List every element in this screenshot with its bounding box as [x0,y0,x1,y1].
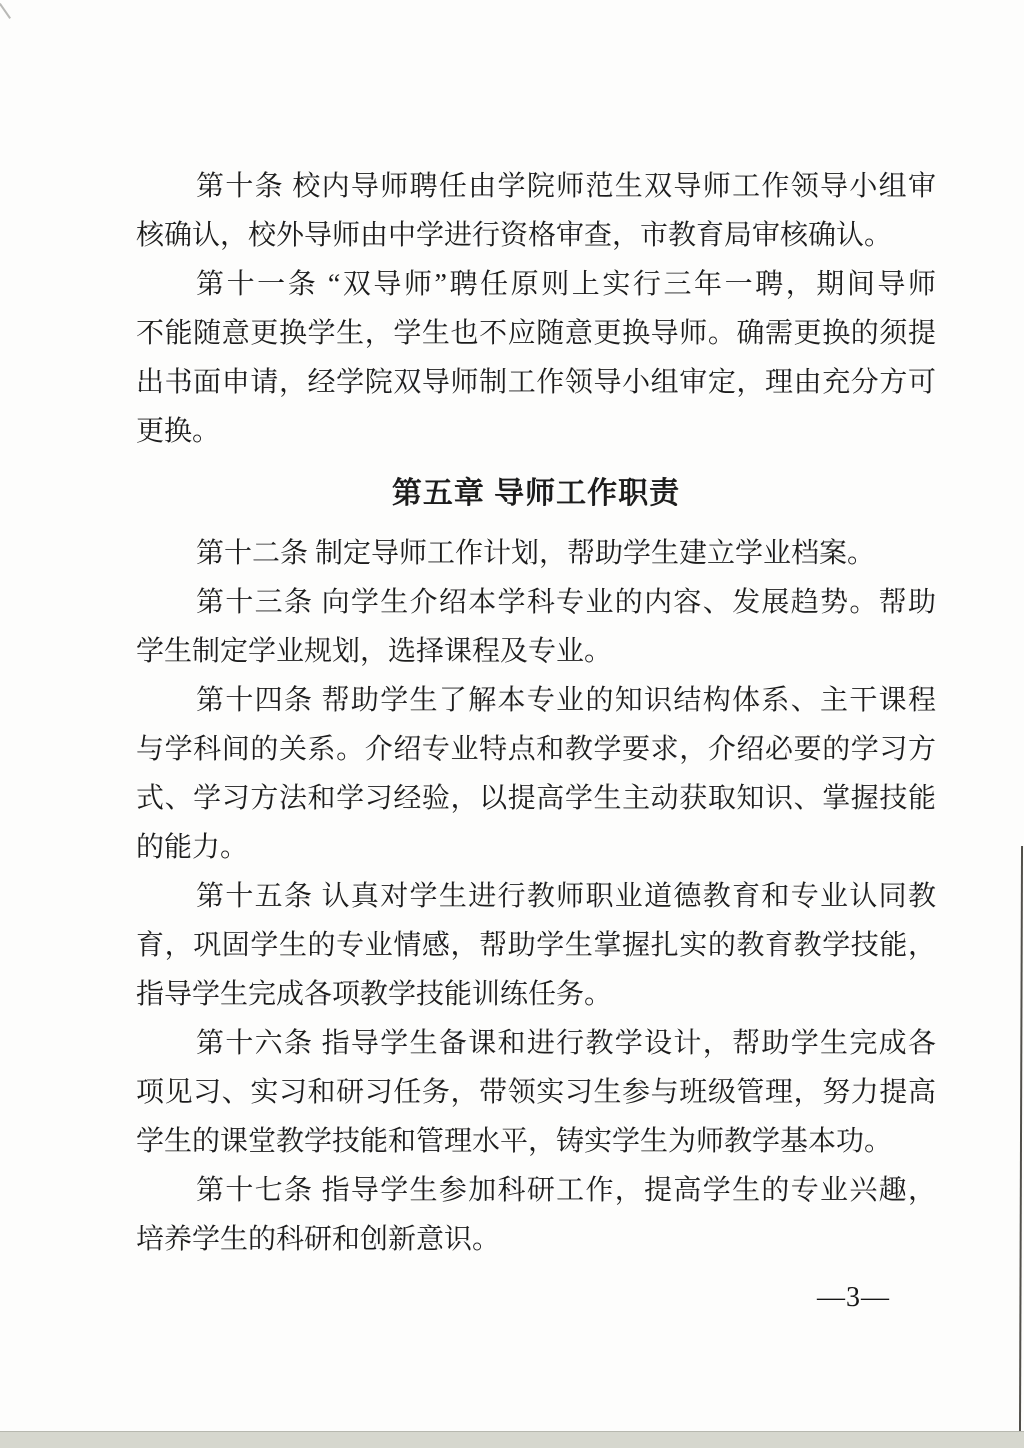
paragraph-article-11 [136,260,936,456]
text-line: 核确认，校外导师由中学进行资格审查，市教育局审核确认。 [136,220,893,251]
paragraph-article-13 [136,578,936,676]
chapter-heading: 第五章 导师工作职责 [391,477,681,510]
text-line: 出书面申请，经学院双导师制工作领导小组审定，理由充分方可 [136,367,936,398]
text-line: 第十五条 认真对学生进行教师职业道德教育和专业认同教 [196,881,936,912]
text-line: 的能力。 [136,832,249,863]
text-line: 第十一条 “双导师”聘任原则上实行三年一聘，期间导师 [196,269,936,300]
text-line: 项见习、实习和研习任务，带领实习生参与班级管理，努力提高 [136,1077,936,1108]
text-line: 学生的课堂教学技能和管理水平，铸实学生为师教学基本功。 [136,1126,893,1157]
paragraph-article-17 [136,1166,936,1264]
text-line: 第十七条 指导学生参加科研工作，提高学生的专业兴趣， [196,1175,936,1206]
text-line: 第十三条 向学生介绍本学科专业的内容、发展趋势。帮助 [196,587,936,618]
text-line: 第十六条 指导学生备课和进行教学设计，帮助学生完成各 [196,1028,936,1059]
paragraph-article-10 [136,162,936,260]
text-line: 第十条 校内导师聘任由学院师范生双导师工作领导小组审 [196,171,936,202]
scan-artifact-right-edge [1019,846,1023,1433]
page-number: —3— [817,1282,890,1313]
text-line: 第十二条 制定导师工作计划，帮助学生建立学业档案。 [196,538,876,569]
text-line: 培养学生的科研和创新意识。 [136,1224,501,1255]
text-line: 更换。 [136,416,221,447]
text-line: 不能随意更换学生，学生也不应随意更换导师。确需更换的须提 [136,318,936,349]
paragraph-article-12 [136,529,936,578]
paragraph-article-16 [136,1019,936,1166]
text-line: 第十四条 帮助学生了解本专业的知识结构体系、主干课程 [196,685,936,716]
scan-artifact-bottom-band [0,1431,1024,1448]
text-line: 育，巩固学生的专业情感，帮助学生掌握扎实的教育教学技能， [136,930,936,961]
text-line: 学生制定学业规划，选择课程及专业。 [136,636,613,667]
document-body [136,162,936,1264]
paragraph-article-15 [136,872,936,1019]
paragraph-article-14 [136,676,936,872]
text-line: 指导学生完成各项教学技能训练任务。 [136,979,613,1010]
scan-artifact-corner [0,3,11,19]
text-line: 式、学习方法和学习经验，以提高学生主动获取知识、掌握技能 [136,783,936,814]
text-line: 与学科间的关系。介绍专业特点和教学要求，介绍必要的学习方 [136,734,936,765]
